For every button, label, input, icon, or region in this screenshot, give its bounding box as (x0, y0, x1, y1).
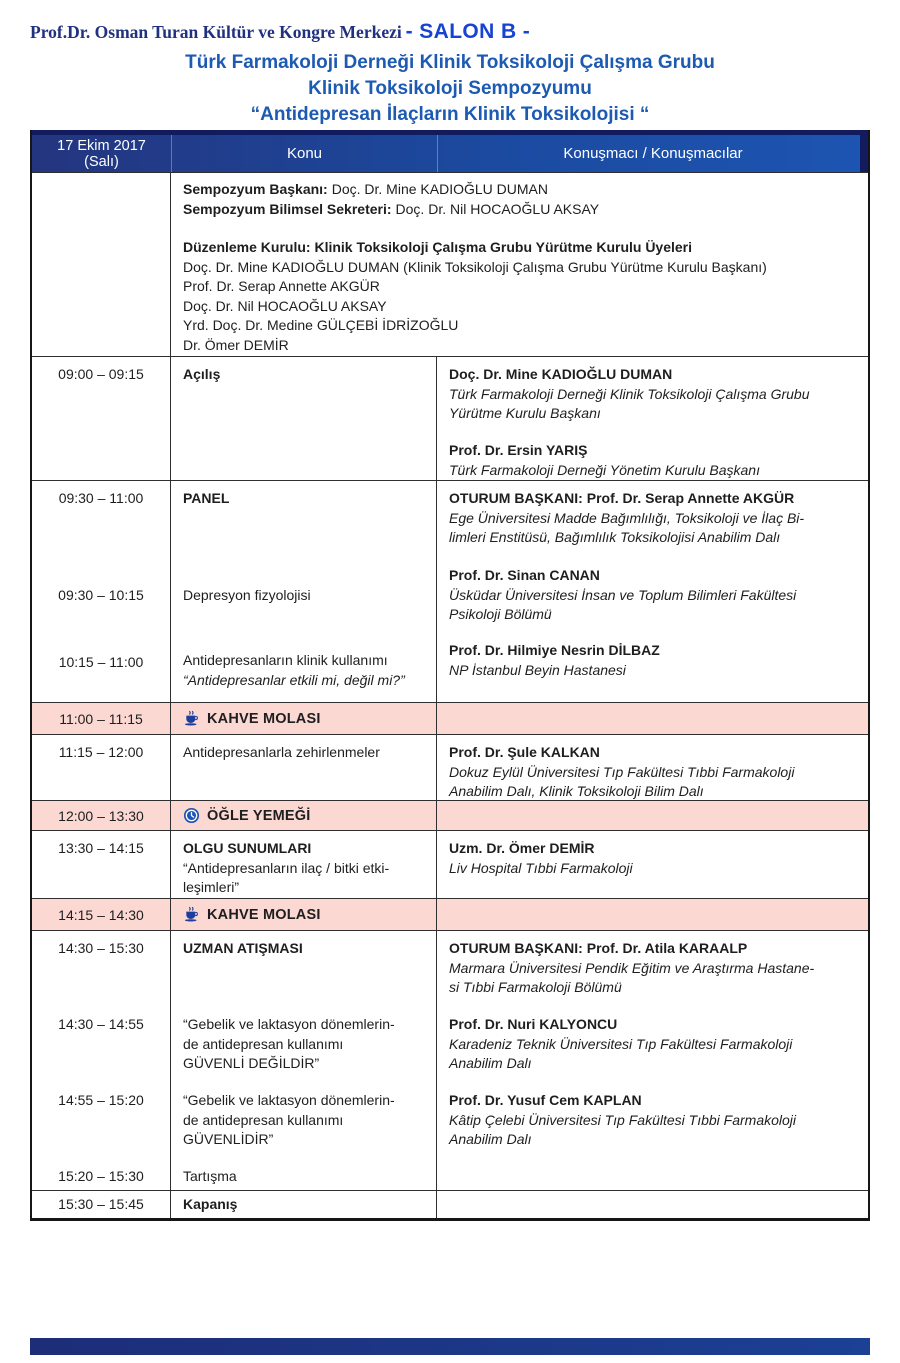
speaker-affiliation: Yürütme Kurulu Başkanı (449, 405, 601, 421)
session-time: 09:30 – 10:15 (58, 587, 144, 603)
session-chair-block (449, 489, 860, 548)
time-cell (32, 801, 171, 830)
topic-subtitle: “Antidepresanların ilaç / bitki etki- (183, 859, 390, 876)
session-row-poisoning (32, 734, 868, 800)
break-label: ÖĞLE YEMEĞİ (207, 807, 311, 824)
symposium-secretary: Sempozyum Bilimsel Sekreteri: Doç. Dr. Nil HOCAOĞLU AKSAY (183, 200, 600, 217)
break-label-cell (171, 801, 437, 830)
speaker-affiliation: Dokuz Eylül Üniversitesi Tıp Fakültesi Tıbbi Farmakoloji (449, 763, 795, 780)
session-topic: Kapanış (183, 1196, 238, 1212)
speaker-affiliation: Kâtip Çelebi Üniversitesi Tıp Fakültesi Tıbbi Farmakoloji (449, 1111, 797, 1128)
speaker-name: Prof. Dr. Yusuf Cem KAPLAN (449, 1092, 642, 1108)
session-topic: “Gebelik ve laktasyon dönemlerin- de antidepresan kullanımı GÜVENLİDİR” (183, 1092, 395, 1147)
symposium-chair: Sempozyum Başkanı: Doç. Dr. Mine KADIOĞLU DUMAN (183, 181, 548, 197)
session-topic: OLGU SUNUMLARI (183, 840, 312, 856)
session-time: 14:30 – 14:55 (58, 1016, 144, 1032)
clock-icon (183, 807, 200, 824)
speaker-affiliation: Anabilim Dalı (449, 1131, 532, 1147)
topic-cell (171, 481, 437, 702)
header-day: (Salı) (84, 153, 119, 170)
chair-affiliation: limleri Enstitüsü, Bağımlılık Toksikolojisi Anabilim Dalı (449, 529, 781, 545)
speaker-affiliation: Psikoloji Bölümü (449, 606, 552, 622)
speaker-cell (437, 831, 868, 898)
speaker-affiliation: Anabilim Dalı (449, 1055, 532, 1071)
topic-cell (171, 735, 437, 802)
speaker-block (449, 1091, 860, 1150)
coffee-icon (183, 906, 200, 923)
speaker-affiliation: Karadeniz Teknik Üniversitesi Tıp Fakültesi Farmakoloji (449, 1035, 793, 1052)
session-row-closing (32, 1190, 868, 1218)
session-time: 15:30 – 15:45 (58, 1196, 144, 1212)
break-row-lunch (32, 800, 868, 830)
speaker-cell (437, 899, 868, 930)
break-row-coffee-2 (32, 898, 868, 930)
committee-member: Yrd. Doç. Dr. Medine GÜLÇEBİ İDRİZOĞLU (183, 317, 459, 333)
time-cell (32, 357, 171, 480)
session-chair-block (449, 939, 860, 998)
session-time: 15:20 – 15:30 (58, 1168, 144, 1184)
break-time: 11:00 – 11:15 (59, 710, 143, 727)
venue-line (30, 20, 870, 45)
break-label-cell (171, 899, 437, 930)
break-time: 14:15 – 14:30 (58, 906, 144, 923)
table-header (32, 130, 868, 172)
chair-affiliation: Marmara Üniversitesi Pendik Eğitim ve Araştırma Hastane- (449, 959, 815, 976)
committee-member: Doç. Dr. Nil HOCAOĞLU AKSAY (183, 297, 387, 314)
header-speaker-cell: Konuşmacı / Konuşmacılar (437, 135, 868, 172)
schedule-table (30, 130, 870, 1221)
time-cell (32, 831, 171, 898)
speaker-name: Doç. Dr. Mine KADIOĞLU DUMAN (449, 366, 673, 382)
session-topic: Tartışma (183, 1168, 237, 1184)
session-topic: “Gebelik ve laktasyon dönemlerin- de antidepresan kullanımı GÜVENLİ DEĞİLDİR” (183, 1016, 395, 1071)
speaker-block (449, 566, 860, 625)
time-cell (32, 703, 171, 734)
speaker-cell (437, 801, 868, 830)
speaker-block (449, 365, 860, 424)
header-date-cell (32, 135, 171, 172)
speaker-cell (437, 1191, 868, 1218)
speaker-name: Prof. Dr. Şule KALKAN (449, 744, 600, 760)
session-row-panel (32, 480, 868, 702)
session-topic: Antidepresanlarla zehirlenmeler (183, 744, 380, 760)
session-row-cases (32, 830, 868, 898)
committee-member: Dr. Ömer DEMİR (183, 336, 289, 353)
header-konu-cell: Konu (171, 135, 437, 172)
speaker-name: Prof. Dr. Ersin YARIŞ (449, 442, 588, 458)
break-row-coffee-1 (32, 702, 868, 734)
session-topic: Açılış (183, 366, 221, 382)
session-topic: Depresyon fizyolojisi (183, 587, 311, 603)
speaker-affiliation: Üsküdar Üniversitesi İnsan ve Toplum Bilimleri Fakültesi (449, 586, 797, 603)
masthead (30, 20, 870, 128)
salon-label: - SALON B - (405, 20, 531, 43)
title-line-1: Türk Farmakoloji Derneği Klinik Toksikoloji Çalışma Grubu (185, 52, 715, 73)
session-row-debate (32, 930, 868, 1190)
committee-cell (171, 173, 868, 356)
speaker-affiliation: Liv Hospital Tıbbi Farmakoloji (449, 859, 633, 876)
venue-name: Prof.Dr. Osman Turan Kültür ve Kongre Merkezi (30, 22, 402, 42)
time-cell (32, 173, 171, 356)
header-date: 17 Ekim 2017 (57, 137, 146, 154)
time-cell (32, 481, 171, 702)
topic-subtitle: “Antidepresanlar etkili mi, değil mi?” (183, 671, 405, 688)
speaker-affiliation: Türk Farmakoloji Derneği Yönetim Kurulu Başkanı (449, 461, 760, 478)
committee-title: Düzenleme Kurulu: Klinik Toksikoloji Çalışma Grubu Yürütme Kurulu Üyeleri (183, 239, 693, 255)
intro-row (32, 172, 868, 356)
title-line-3: “Antidepresan İlaçların Klinik Toksikolojisi “ (250, 104, 650, 125)
break-label: KAHVE MOLASI (207, 710, 321, 727)
session-topic: UZMAN ATIŞMASI (183, 940, 303, 956)
speaker-block (449, 641, 860, 680)
time-cell (32, 931, 171, 1190)
time-cell (32, 899, 171, 930)
speaker-cell (437, 735, 868, 802)
session-time: 14:55 – 15:20 (58, 1092, 144, 1108)
speaker-affiliation: NP İstanbul Beyin Hastanesi (449, 661, 626, 678)
coffee-icon (183, 710, 200, 727)
session-time: 09:00 – 09:15 (58, 366, 144, 382)
topic-cell (171, 357, 437, 480)
topic-subtitle: leşimleri” (183, 879, 239, 895)
speaker-cell (437, 357, 868, 480)
session-topic: PANEL (183, 490, 230, 506)
time-cell (32, 1191, 171, 1218)
speaker-affiliation: Anabilim Dalı, Klinik Toksikoloji Bilim Dalı (449, 783, 704, 799)
topic-cell (171, 931, 437, 1190)
speaker-cell (437, 481, 868, 702)
break-label-cell (171, 703, 437, 734)
topic-cell (171, 831, 437, 898)
topic-cell (171, 1191, 437, 1218)
speaker-block (449, 1015, 860, 1074)
footer-bar (30, 1338, 870, 1355)
title-line-2: Klinik Toksikoloji Sempozyumu (308, 78, 592, 99)
session-time: 10:15 – 11:00 (58, 654, 144, 670)
titles (30, 50, 870, 128)
time-cell (32, 735, 171, 802)
speaker-name: Prof. Dr. Sinan CANAN (449, 567, 600, 583)
speaker-block (449, 441, 860, 480)
speaker-cell (437, 703, 868, 734)
committee-member: Doç. Dr. Mine KADIOĞLU DUMAN (Klinik Toksikoloji Çalışma Grubu Yürütme Kurulu Başkanı) (183, 258, 767, 275)
session-time: 14:30 – 15:30 (58, 940, 144, 956)
session-time: 11:15 – 12:00 (58, 744, 144, 760)
speaker-affiliation: Türk Farmakoloji Derneği Klinik Toksikoloji Çalışma Grubu (449, 385, 810, 402)
chair-affiliation: Ege Üniversitesi Madde Bağımlılığı, Toksikoloji ve İlaç Bi- (449, 509, 805, 526)
speaker-name: Prof. Dr. Hilmiye Nesrin DİLBAZ (449, 642, 660, 658)
chair-affiliation: si Tıbbi Farmakoloji Bölümü (449, 979, 622, 995)
session-row-opening (32, 356, 868, 480)
speaker-name: Prof. Dr. Nuri KALYONCU (449, 1016, 618, 1032)
break-label: KAHVE MOLASI (207, 906, 321, 923)
committee-member: Prof. Dr. Serap Annette AKGÜR (183, 278, 380, 294)
session-time: 13:30 – 14:15 (58, 840, 144, 856)
session-chair: OTURUM BAŞKANI: Prof. Dr. Atila KARAALP (449, 940, 748, 956)
session-time: 09:30 – 11:00 (58, 490, 144, 506)
session-topic: Antidepresanların klinik kullanımı “Antidepresanlar etkili mi, değil mi?” (183, 651, 428, 690)
speaker-cell (437, 931, 868, 1190)
session-chair: OTURUM BAŞKANI: Prof. Dr. Serap Annette AKGÜR (449, 490, 795, 506)
speaker-name: Uzm. Dr. Ömer DEMİR (449, 840, 595, 856)
break-time: 12:00 – 13:30 (58, 807, 144, 824)
